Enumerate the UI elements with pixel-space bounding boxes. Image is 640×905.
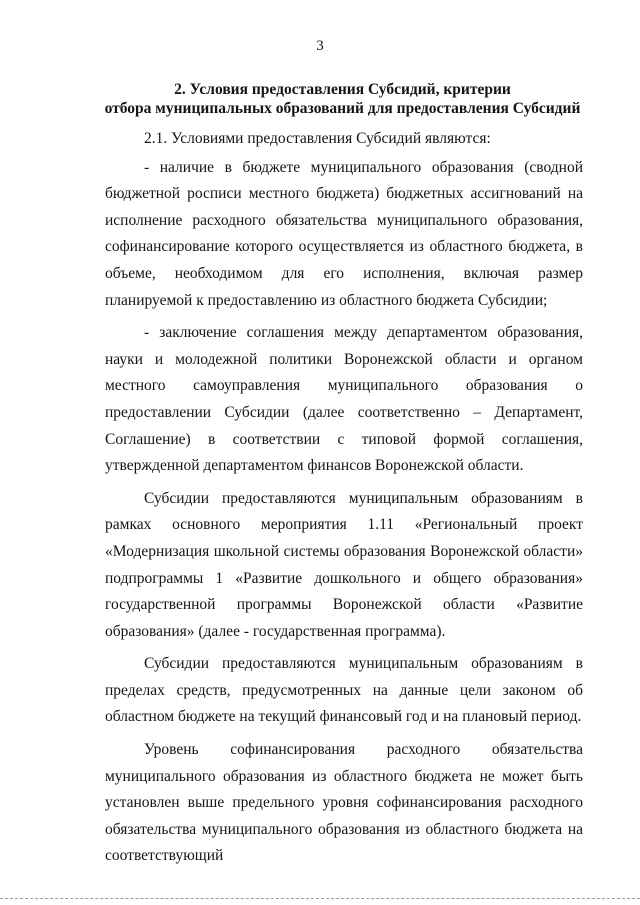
section-title-line-2: отбора муниципальных образований для предоставления Субсидий [104,100,581,117]
paragraph-cofinancing-level: Уровень софинансирования расходного обязательства муниципального образования из областного бюджета не может быть установлен выше предельного уровня софинансирования расходного обязательства муниципального образования из областного бюджета на соответствующий [105,741,583,865]
paragraph-condition-agreement: - заключение соглашения между департаментом образования, науки и молодежной политики Воронежской области и органом местного самоуправления муниципального образования о предоставлении Субсидии (далее соответственно – Департамент, Соглашение) в соответствии с типовой формой соглашения, утвержденной департаментом финансов Воронежской области. [105,324,583,475]
paragraph-condition-budget: - наличие в бюджете муниципального образования (сводной бюджетной росписи местного бюджета) бюджетных ассигнований на исполнение расходного обязательства муниципального образования, софинансирование которого осуществляется из областного бюджета, в объеме, необходимом для его исполнения, включая размер планируемой к предоставлению из областного бюджета Субсидии; [105,158,583,309]
paragraph-subsidy-program: Субсидии предоставляются муниципальным образованиям в рамках основного мероприятия 1.11 «Региональный проект «Модернизация школьной системы образования Воронежской области» подпрограммы 1 «Развитие дошкольного и общего образования» государственной программы Воронежской области «Развитие образования» (далее - государственная программа). [105,489,583,640]
section-heading [100,80,585,118]
page-bottom-divider [0,898,640,899]
section-title-line-1: 2. Условия предоставления Субсидий, критерии [174,81,511,98]
body-text [105,126,583,876]
page-number: 3 [316,38,324,54]
paragraph-subsidy-limits: Субсидии предоставляются муниципальным образованиям в пределах средств, предусмотренных на данные цели законом об областном бюджете на текущий финансовый год и на плановый период. [105,655,583,726]
paragraph-conditions-intro: 2.1. Условиями предоставления Субсидий являются: [144,130,491,147]
